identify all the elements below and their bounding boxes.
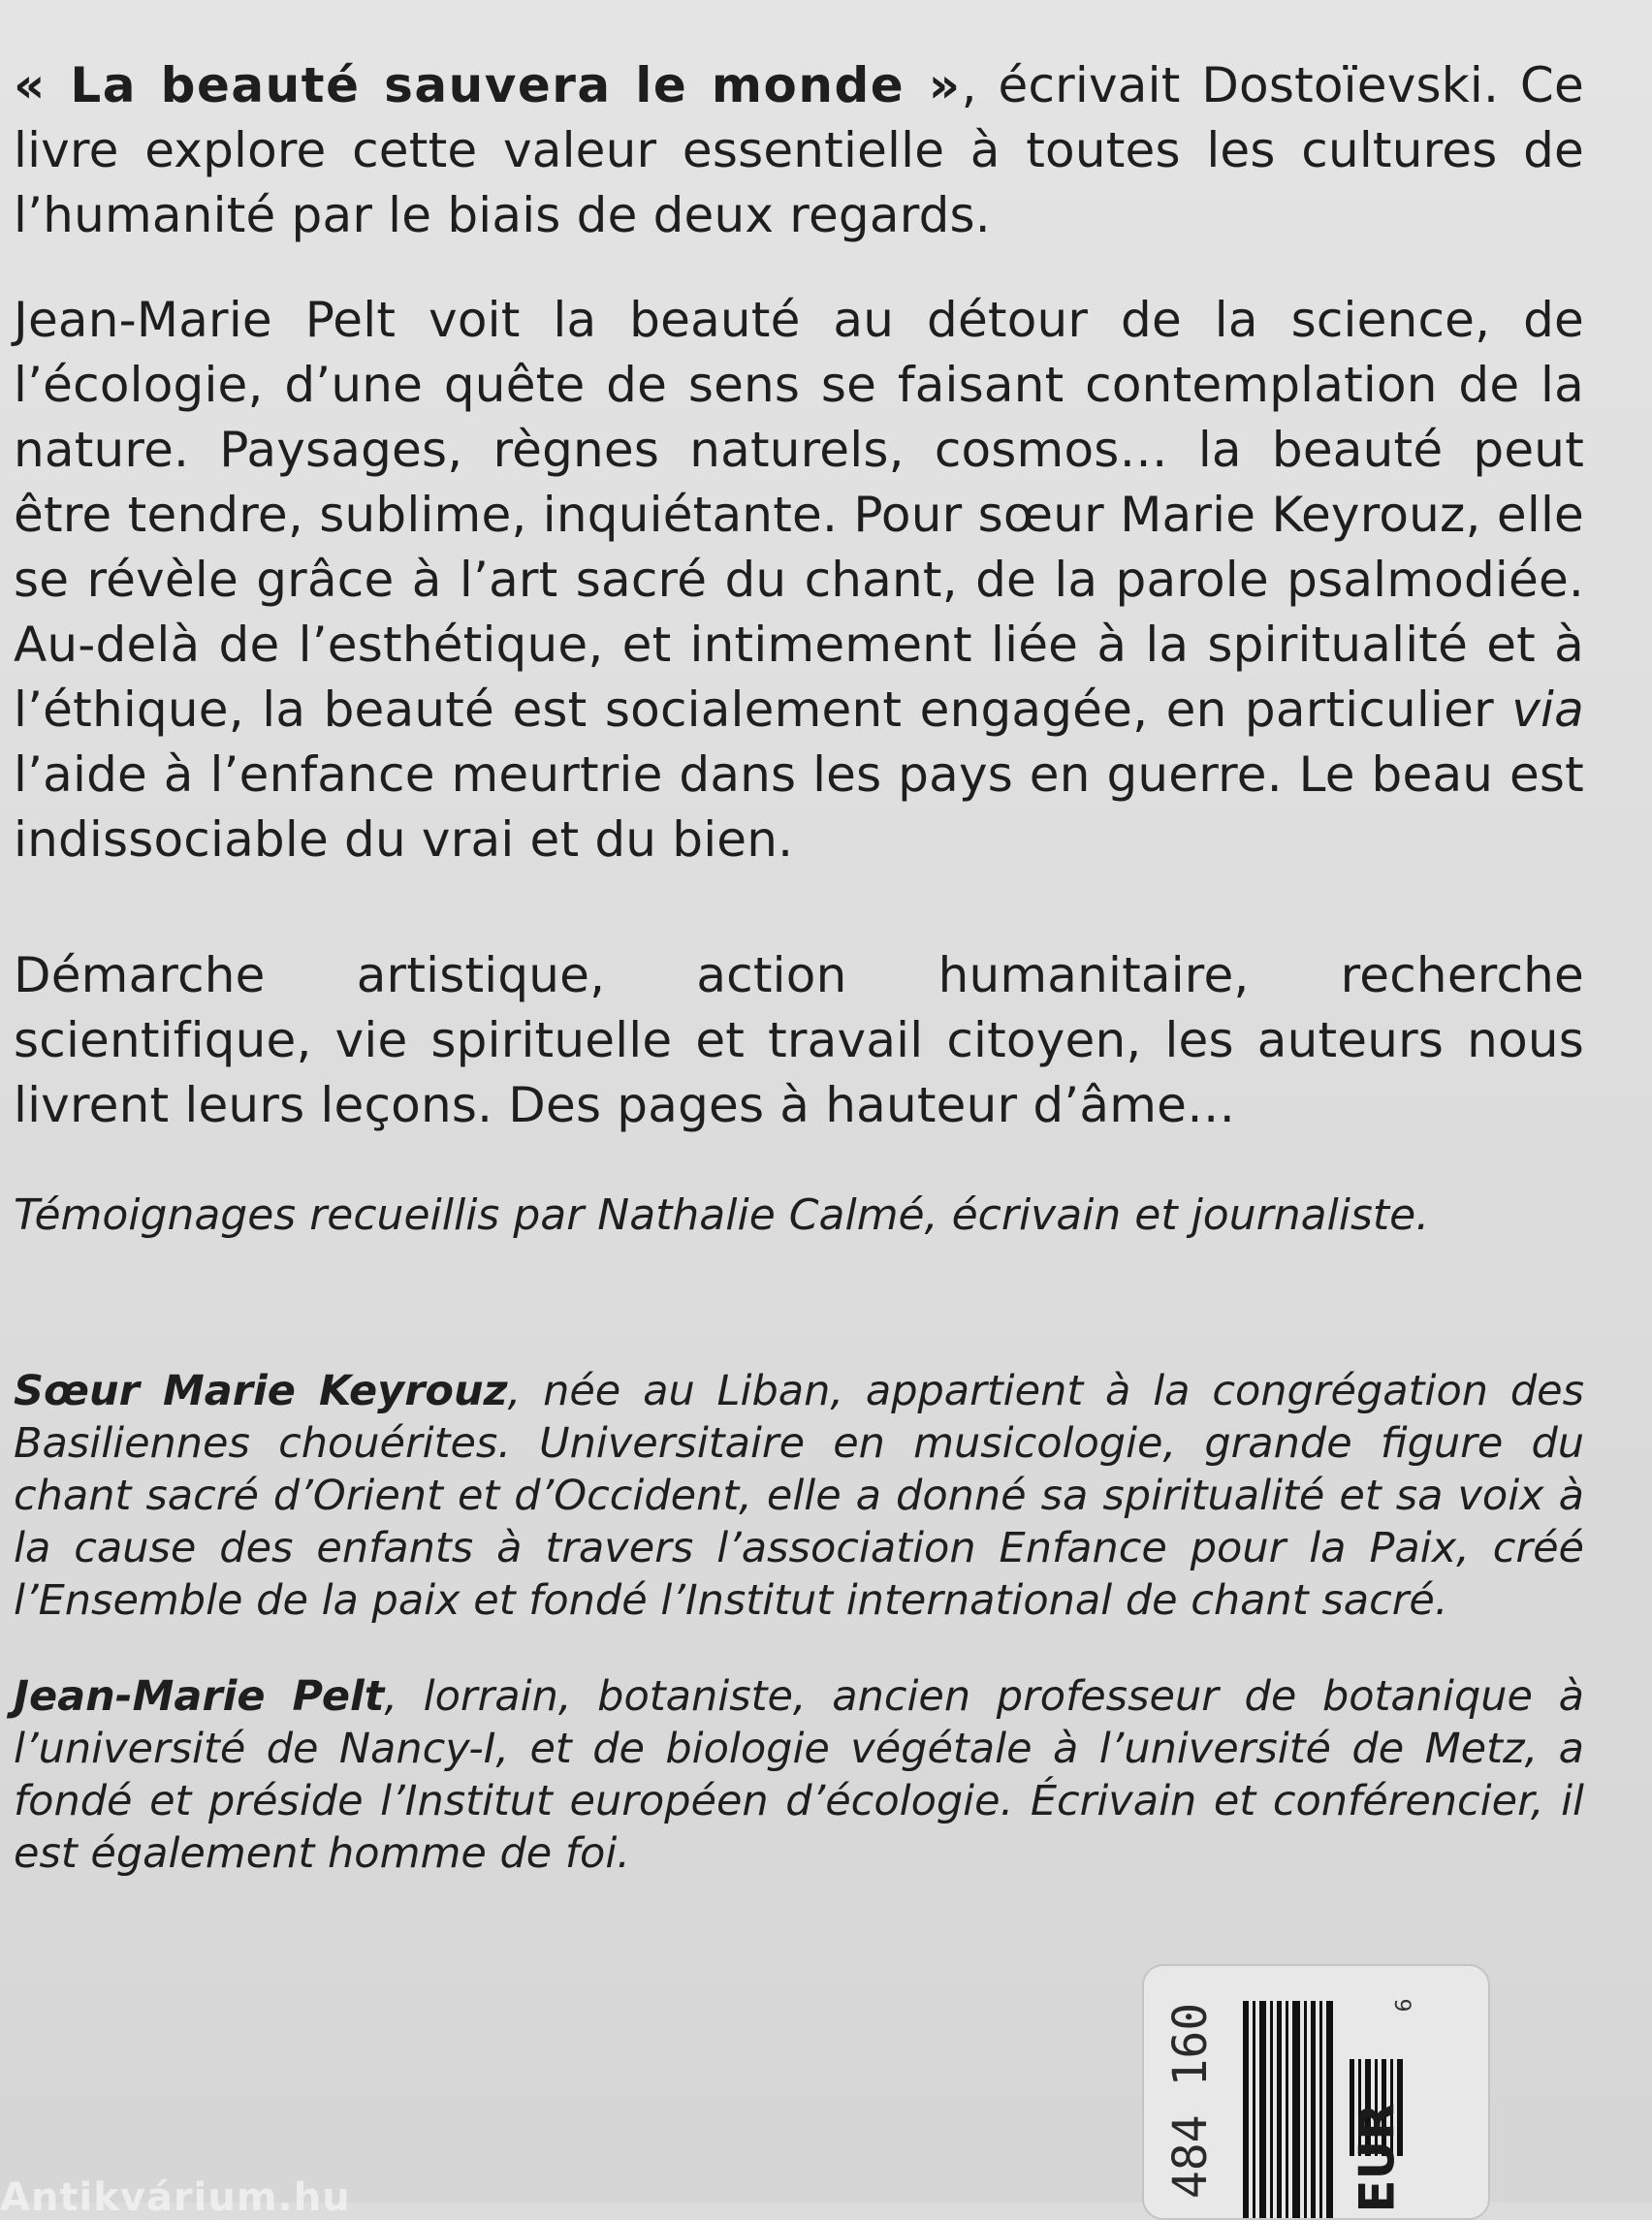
intro-paragraph bbox=[14, 53, 1584, 248]
watermark: Antikvárium.hu bbox=[0, 2175, 351, 2220]
credit-line: Témoignages recueillis par Nathalie Calmé, écrivain et journaliste. bbox=[14, 1190, 1430, 1240]
description-paragraph bbox=[14, 288, 1584, 872]
intro-text: , écrivait Dostoïevski. Ce livre explore cette valeur essentielle à toutes les cultures de l’humanité par le biais de deux regards. bbox=[14, 57, 1584, 243]
bio-pelt-name: Jean-Marie Pelt bbox=[14, 1672, 385, 1721]
bio-pelt bbox=[14, 1670, 1584, 1880]
barcode-bars bbox=[1241, 2001, 1338, 2220]
bio-keyrouz-name: Sœur Marie Keyrouz bbox=[14, 1367, 508, 1415]
summary-paragraph: Démarche artistique, action humanitaire, recherche scientifique, vie spirituelle et travail citoyen, les auteurs nous livrent leurs leçons. Des pages à hauteur d’âme… bbox=[14, 947, 1584, 1133]
barcode-digits: 484 160 bbox=[1163, 2002, 1219, 2200]
barcode-check-digit: 6 bbox=[1392, 1998, 1417, 2013]
currency-label: EUR bbox=[1350, 2103, 1407, 2213]
bio-pelt-text: , lorrain, botaniste, ancien professeur de botanique à l’université de Nancy-I, et de biologie végétale à l’université de Metz, a fondé et préside l’Institut européen d’écologie. Écrivain et conférencier, il est également homme de foi. bbox=[14, 1672, 1584, 1878]
bio-keyrouz bbox=[14, 1365, 1584, 1627]
bio-keyrouz-text: , née au Liban, appartient à la congrégation des Basiliennes chouérites. Universitaire en musicologie, grande figure du chant sacré d’Orient et d’Occident, elle a donné sa spiritualité et sa voix à la cause des enfants à travers l’association Enfance pour la Paix, créé l’Ensemble de la paix et fondé l’Institut international de chant sacré. bbox=[14, 1367, 1584, 1625]
dostoevsky-quote: « La beauté sauvera le monde » bbox=[14, 57, 962, 113]
description-text-start: Jean-Marie Pelt voit la beauté au détour de la science, de l’écologie, d’une quête de sens se faisant contemplation de la nature. Paysages, règnes naturels, cosmos… la beauté peut être tendre, sublime, inquiétante. Pour sœur Marie Keyrouz, elle se révèle grâce à l’art sacré du chant, de la parole psalmodiée. Au-delà de l’esthétique, et intimement liée à la spiritualité et à l’éthique, la beauté est socialement engagée, en particulier bbox=[14, 292, 1584, 738]
via-word: via bbox=[1511, 682, 1584, 738]
price-barcode-sticker bbox=[1142, 1964, 1490, 2220]
description-text-end: l’aide à l’enfance meurtrie dans les pays en guerre. Le beau est indissociable du vrai et du bien. bbox=[14, 746, 1584, 868]
